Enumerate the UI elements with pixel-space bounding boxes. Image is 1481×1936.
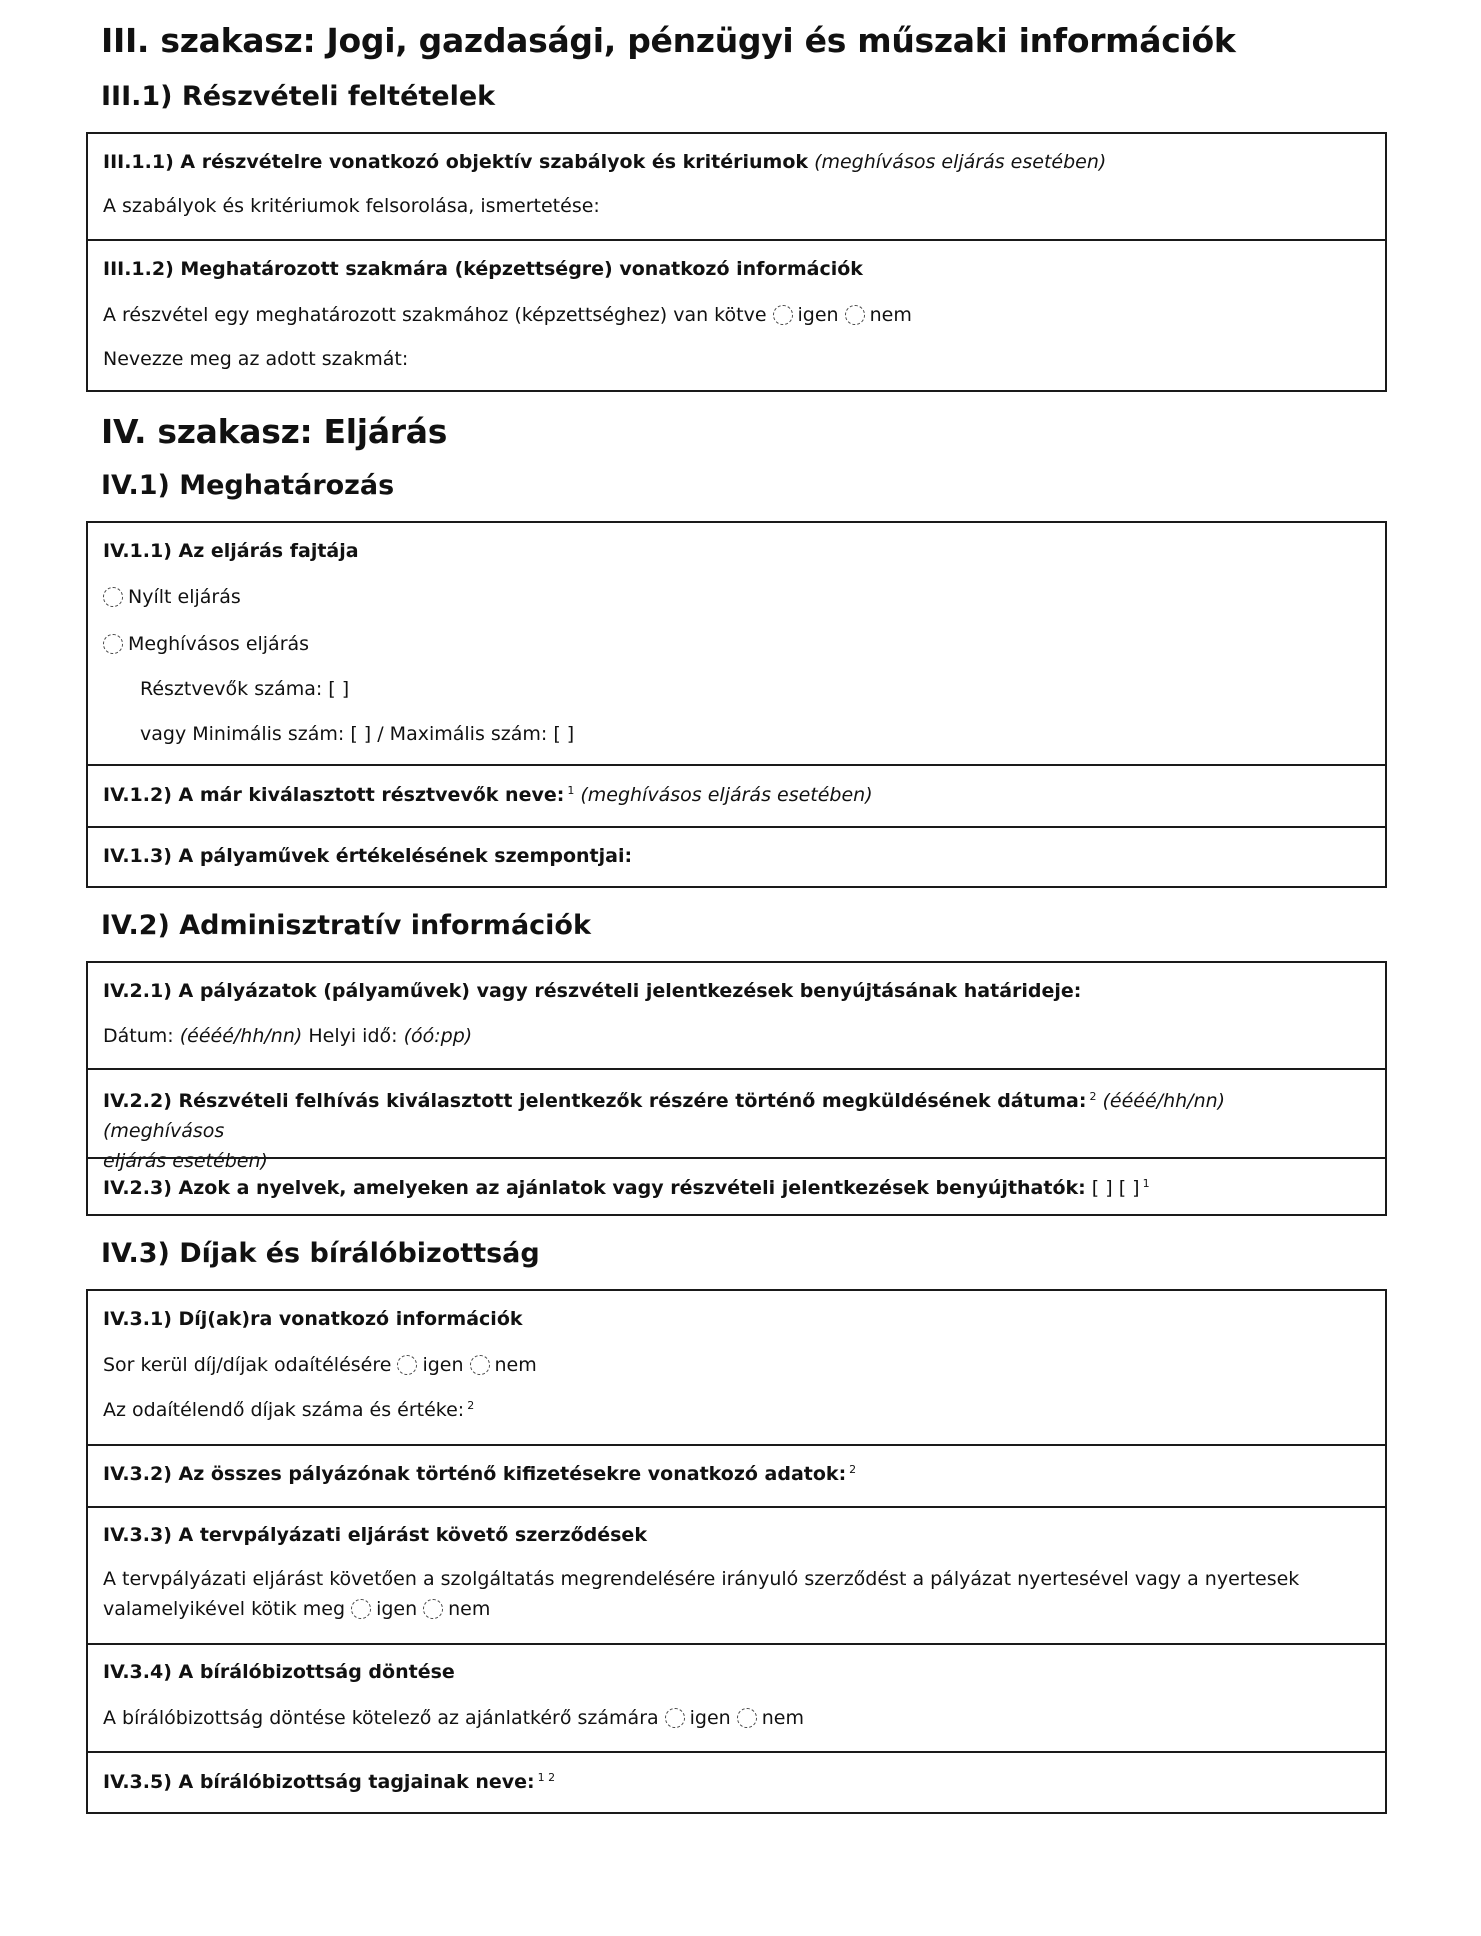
profession-question: A részvétel egy meghatározott szakmához (képzettséghez) van kötve	[103, 304, 767, 326]
field-heading: IV.1.3) A pályaművek értékelésének szempontjai:	[103, 845, 633, 867]
section-4-1-box	[86, 521, 1387, 888]
field-IV-1-3	[88, 826, 1385, 888]
field-heading: III.1.2) Meghatározott szakmára (képzettségre) vonatkozó információk	[103, 258, 863, 280]
radio-yes[interactable]	[351, 1599, 371, 1619]
contract-text-cont: valamelyikével kötik meg	[103, 1598, 346, 1620]
participants-min-max: vagy Minimális szám: [ ] / Maximális szám: [ ]	[140, 723, 575, 745]
participants-count: Résztvevők száma: [ ]	[140, 678, 350, 700]
field-III-1-1	[88, 134, 1385, 239]
field-note-cont: eljárás esetében)	[103, 1150, 268, 1172]
rules-text-label: A szabályok és kritériumok felsorolása, ismertetése:	[103, 195, 600, 217]
footnote-ref: 2	[1089, 1090, 1097, 1103]
field-IV-1-1	[88, 523, 1385, 764]
field-heading: IV.2.2) Részvételi felhívás kiválasztott jelentkezők részére történő megküldésének dátuma:	[103, 1090, 1087, 1112]
radio-no[interactable]	[423, 1599, 443, 1619]
jury-decision-text: A bírálóbizottság döntése kötelező az ajánlatkérő számára	[103, 1707, 659, 1729]
radio-yes[interactable]	[773, 305, 793, 325]
radio-restricted-procedure[interactable]	[103, 634, 123, 654]
radio-yes-label: igen	[422, 1354, 464, 1376]
field-heading: IV.3.1) Díj(ak)ra vonatkozó információk	[103, 1308, 523, 1330]
radio-yes-label: igen	[376, 1598, 418, 1620]
prize-count-label: Az odaítélendő díjak száma és értéke:	[103, 1399, 465, 1421]
date-format: (éééé/hh/nn)	[179, 1025, 303, 1047]
prize-question: Sor kerül díj/díjak odaítélésére	[103, 1354, 392, 1376]
field-IV-3-5	[88, 1751, 1385, 1814]
field-heading: IV.3.2) Az összes pályázónak történő kifizetésekre vonatkozó adatok:	[103, 1463, 847, 1485]
radio-restricted-label: Meghívásos eljárás	[128, 633, 310, 655]
section-4-1-title: IV.1) Meghatározás	[101, 470, 395, 501]
field-IV-3-3	[88, 1506, 1385, 1645]
footnote-ref: 1	[567, 784, 575, 797]
section-4-3-box	[86, 1289, 1387, 1814]
field-heading: III.1.1) A részvételre vonatkozó objektív szabályok és kritériumok	[103, 151, 809, 173]
date-label: Dátum:	[103, 1025, 174, 1047]
radio-no-label: nem	[761, 1707, 804, 1729]
footnote-ref: 2	[849, 1463, 857, 1476]
radio-no-label: nem	[494, 1354, 537, 1376]
field-IV-3-4	[88, 1643, 1385, 1753]
field-heading: IV.2.1) A pályázatok (pályaművek) vagy részvételi jelentkezések benyújtásának határideje:	[103, 980, 1082, 1002]
radio-no[interactable]	[845, 305, 865, 325]
section-4-3-title: IV.3) Díjak és bírálóbizottság	[101, 1238, 540, 1269]
footnote-ref: 1 2	[537, 1771, 556, 1784]
field-heading: IV.3.5) A bírálóbizottság tagjainak neve:	[103, 1771, 535, 1793]
language-brackets: [ ] [ ]	[1091, 1177, 1140, 1199]
radio-yes-label: igen	[689, 1707, 731, 1729]
footnote-ref: 1	[1142, 1177, 1150, 1190]
radio-yes-label: igen	[797, 304, 839, 326]
contract-text: A tervpályázati eljárást követően a szolgáltatás megrendelésére irányuló szerződést a pályázat nyertesével vagy a nyertesek	[103, 1568, 1300, 1590]
radio-open-procedure[interactable]	[103, 587, 123, 607]
field-III-1-2	[88, 239, 1385, 392]
profession-name-label: Nevezze meg az adott szakmát:	[103, 348, 409, 370]
field-IV-2-3	[88, 1157, 1385, 1216]
footnote-ref: 2	[467, 1399, 475, 1412]
radio-no-label: nem	[869, 304, 912, 326]
radio-yes[interactable]	[665, 1708, 685, 1728]
radio-no[interactable]	[470, 1355, 490, 1375]
field-IV-3-1	[88, 1291, 1385, 1444]
field-IV-2-1	[88, 963, 1385, 1068]
field-note: (meghívásos eljárás esetében)	[580, 784, 873, 806]
time-label: Helyi idő:	[308, 1025, 398, 1047]
field-heading: IV.3.3) A tervpályázati eljárást követő szerződések	[103, 1524, 647, 1546]
field-heading: IV.1.2) A már kiválasztott résztvevők neve:	[103, 784, 565, 806]
field-IV-3-2	[88, 1444, 1385, 1508]
radio-yes[interactable]	[397, 1355, 417, 1375]
section-4-2-title: IV.2) Adminisztratív információk	[101, 910, 591, 941]
section-4-title: IV. szakasz: Eljárás	[101, 412, 448, 451]
section-3-1-title: III.1) Részvételi feltételek	[101, 81, 496, 112]
field-heading: IV.3.4) A bírálóbizottság döntése	[103, 1661, 455, 1683]
field-heading: IV.2.3) Azok a nyelvek, amelyeken az ajánlatok vagy részvételi jelentkezések benyújthatók:	[103, 1177, 1086, 1199]
radio-no-label: nem	[448, 1598, 491, 1620]
field-note: (meghívásos eljárás esetében)	[814, 151, 1107, 173]
radio-open-label: Nyílt eljárás	[128, 586, 241, 608]
section-3-title: III. szakasz: Jogi, gazdasági, pénzügyi és műszaki információk	[101, 21, 1236, 60]
section-4-2-box	[86, 961, 1387, 1216]
field-IV-2-2	[88, 1068, 1385, 1172]
field-IV-1-2	[88, 764, 1385, 828]
radio-no[interactable]	[737, 1708, 757, 1728]
field-heading: IV.1.1) Az eljárás fajtája	[103, 540, 359, 562]
field-note: (éééé/hh/nn) (meghívásos	[103, 1090, 1226, 1142]
section-3-1-box	[86, 132, 1387, 392]
time-format: (óó:pp)	[403, 1025, 473, 1047]
